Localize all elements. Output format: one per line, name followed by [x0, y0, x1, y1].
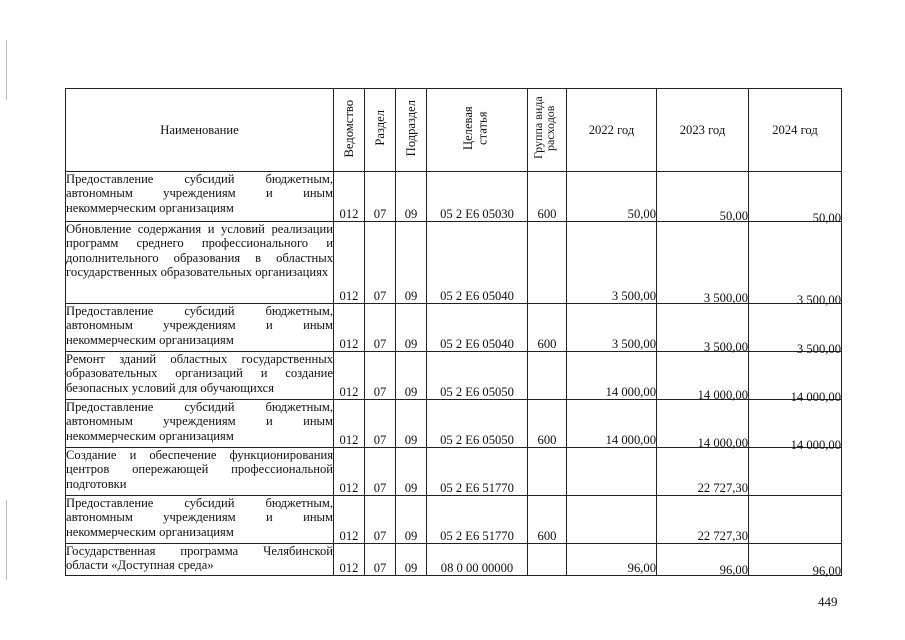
- row-value-2024: 14 000,00: [790, 437, 841, 452]
- row-razdel: 07: [365, 304, 396, 352]
- row-name: Предоставление субсидий бюджетным, автономным учреждениям и иным некоммерческим организациям: [66, 304, 334, 352]
- table-row: [66, 304, 842, 352]
- row-vedomstvo: 012: [334, 352, 365, 400]
- row-value-2023: 14 000,00: [697, 435, 748, 450]
- row-group: [528, 352, 567, 400]
- table-row: [66, 544, 842, 576]
- row-value-2022: 96,00: [627, 560, 656, 575]
- row-group: 600: [528, 172, 567, 222]
- row-group: [528, 222, 567, 304]
- row-value-2023: 22 727,30: [697, 480, 748, 495]
- row-podrazdel: 09: [396, 448, 427, 496]
- row-target: 05 2 Е6 05040: [427, 222, 528, 304]
- row-value-2024: 3 500,00: [796, 341, 841, 356]
- row-podrazdel: 09: [396, 400, 427, 448]
- table-row: [66, 496, 842, 544]
- row-target: 05 2 Е6 51770: [427, 448, 528, 496]
- table-row: [66, 222, 842, 304]
- row-name: Обновление содержания и условий реализации программ среднего профессионального и дополнительного образования в областных государственных образовательных организациях: [66, 222, 334, 304]
- header-2023: 2023 год: [657, 89, 749, 172]
- table-row: [66, 352, 842, 400]
- row-name: Создание и обеспечение функционирования центров опережающей профессиональной подготовки: [66, 448, 334, 496]
- row-group: 600: [528, 304, 567, 352]
- header-2024: 2024 год: [749, 89, 842, 172]
- header-podrazdel: Подраздел: [403, 100, 418, 157]
- header-razdel: Раздел: [372, 110, 387, 147]
- row-value-2024: 96,00: [812, 563, 841, 578]
- row-razdel: 07: [365, 352, 396, 400]
- budget-table: [65, 88, 842, 576]
- row-target: 05 2 Е6 05050: [427, 352, 528, 400]
- row-podrazdel: 09: [396, 496, 427, 544]
- row-name: Государственная программа Челябинской области «Доступная среда»: [66, 544, 334, 576]
- row-name: Предоставление субсидий бюджетным, автономным учреждениям и иным некоммерческим организациям: [66, 496, 334, 544]
- row-group: 600: [528, 400, 567, 448]
- row-razdel: 07: [365, 496, 396, 544]
- row-target: 05 2 Е6 05050: [427, 400, 528, 448]
- row-value-2023: 96,00: [719, 562, 748, 577]
- row-value-2024: 50,00: [812, 210, 841, 225]
- row-razdel: 07: [365, 400, 396, 448]
- row-podrazdel: 09: [396, 172, 427, 222]
- row-podrazdel: 09: [396, 222, 427, 304]
- row-vedomstvo: 012: [334, 400, 365, 448]
- row-razdel: 07: [365, 448, 396, 496]
- row-value-2024: 14 000,00: [790, 389, 841, 404]
- row-value-2022: 3 500,00: [611, 336, 656, 351]
- row-target: 05 2 Е6 05030: [427, 172, 528, 222]
- row-razdel: 07: [365, 544, 396, 576]
- row-value-2023: 22 727,30: [697, 528, 748, 543]
- row-vedomstvo: 012: [334, 448, 365, 496]
- row-razdel: 07: [365, 172, 396, 222]
- row-value-2022: 3 500,00: [611, 288, 656, 303]
- row-value-2023: 3 500,00: [703, 339, 748, 354]
- row-podrazdel: 09: [396, 544, 427, 576]
- row-value-2023: 50,00: [719, 208, 748, 223]
- row-value-2023: 3 500,00: [703, 290, 748, 305]
- row-group: 600: [528, 496, 567, 544]
- row-vedomstvo: 012: [334, 222, 365, 304]
- row-target: 05 2 Е6 51770: [427, 496, 528, 544]
- table-header-row: [66, 89, 842, 172]
- header-name: Наименование: [66, 89, 334, 172]
- header-2022: 2022 год: [567, 89, 657, 172]
- table-row: [66, 172, 842, 222]
- row-vedomstvo: 012: [334, 304, 365, 352]
- row-name: Предоставление субсидий бюджетным, автономным учреждениям и иным некоммерческим организациям: [66, 172, 334, 222]
- margin-mark: [6, 40, 7, 100]
- row-razdel: 07: [365, 222, 396, 304]
- row-vedomstvo: 012: [334, 544, 365, 576]
- row-name: Ремонт зданий областных государственных образовательных организаций и создание безопасных условий для обучающихся: [66, 352, 334, 400]
- row-name: Предоставление субсидий бюджетным, автономным учреждениям и иным некоммерческим организациям: [66, 400, 334, 448]
- row-value-2024: 3 500,00: [796, 292, 841, 307]
- page-number: 449: [818, 594, 838, 609]
- row-group: [528, 544, 567, 576]
- row-podrazdel: 09: [396, 304, 427, 352]
- margin-mark: [6, 500, 7, 580]
- row-group: [528, 448, 567, 496]
- row-value-2023: 14 000,00: [697, 387, 748, 402]
- table-row: [66, 400, 842, 448]
- row-target: 05 2 Е6 05040: [427, 304, 528, 352]
- row-podrazdel: 09: [396, 352, 427, 400]
- row-value-2022: 50,00: [627, 206, 656, 221]
- row-target: 08 0 00 00000: [427, 544, 528, 576]
- row-value-2022: 14 000,00: [605, 384, 656, 399]
- header-group: Группа вида расходов: [531, 96, 557, 160]
- row-vedomstvo: 012: [334, 172, 365, 222]
- row-value-2022: 14 000,00: [605, 432, 656, 447]
- header-vedomstvo: Ведомство: [341, 99, 356, 158]
- header-target: Целевая статья: [461, 106, 490, 151]
- table-row: [66, 448, 842, 496]
- row-vedomstvo: 012: [334, 496, 365, 544]
